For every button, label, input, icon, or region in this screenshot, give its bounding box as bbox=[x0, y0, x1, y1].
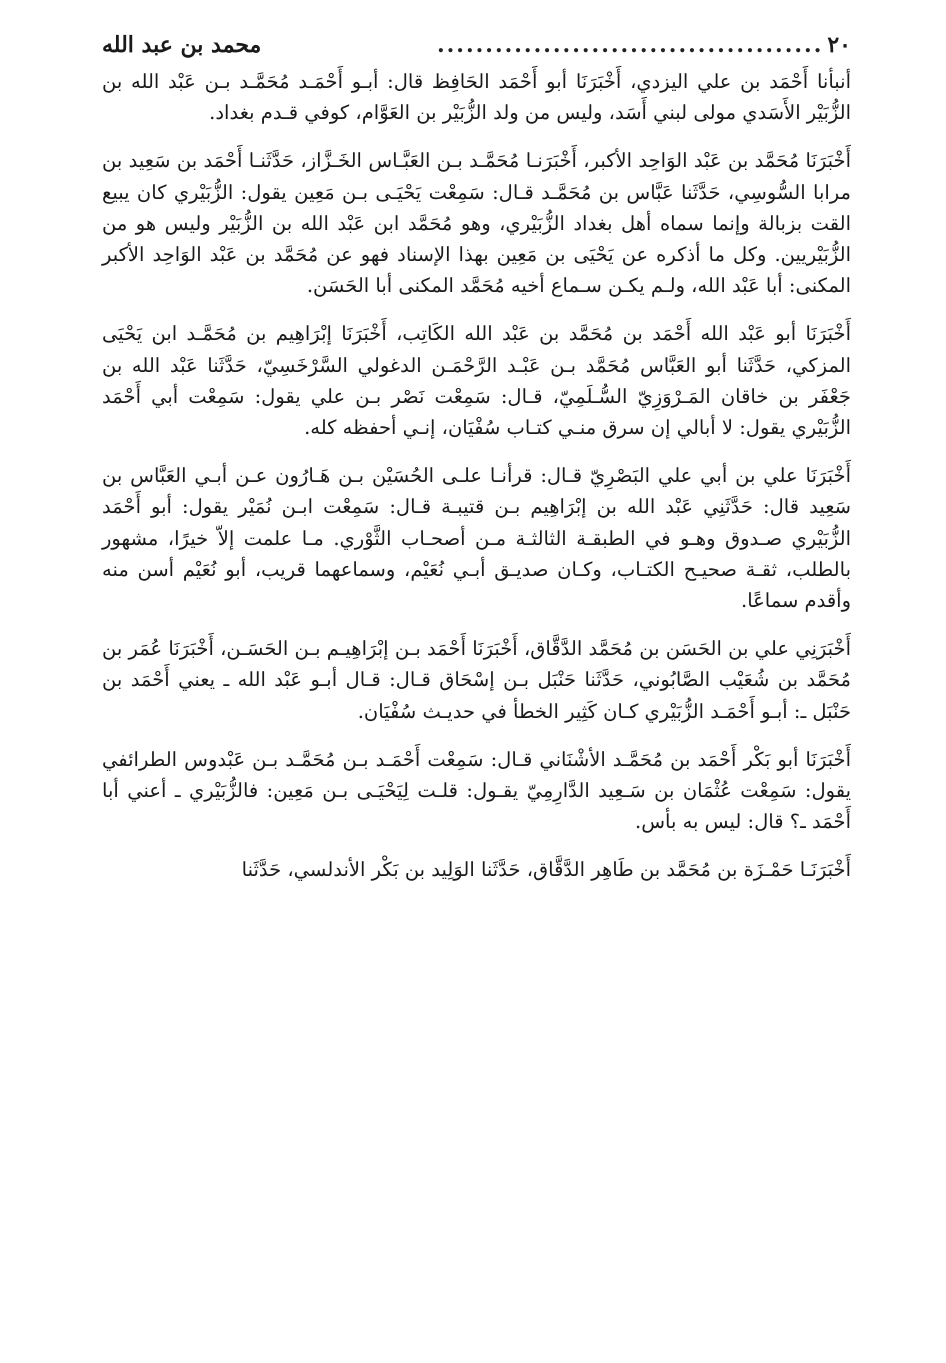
paragraph-5: أَخْبَرَنِي علي بن الحَسَن بن مُحَمَّد الدَّقَّاق، أَخْبَرَنَا أَحْمَد بـن إبْرَاهِيـم بـن الحَسَـن، أَخْبَرَنَا عُمَر بن مُحَمَّد بن شُعَيْب الصَّابُوني، حَدَّثَنا حَنْبَل بـن إسْحَاق قـال: قـال أبـو عَبْد الله ـ يعني أَحْمَد بن حَنْبَل ـ: أبـو أَحْمَـد الزُّبَيْري كـان كَثِير الخطأ في حديـث سُفْيَان. bbox=[102, 637, 851, 723]
paragraph-3: أَخْبَرَنَا أبو عَبْد الله أَحْمَد بن مُحَمَّد بن عَبْد الله الكَاتِب، أَخْبَرَنَا إبْرَاهِيم بن مُحَمَّـد ابن يَحْيَى المزكي، حَدَّثَنا أبو العَبَّاس مُحَمَّد بـن عَبْـد الرَّحْمَـن الدغولي السَّرْخَسِيّ، حَدَّثَنا عَبْد الله بن جَعْفَر بن خاقان المَـرْوَزِيّ السُّـلَمِيّ، قـال: سَمِعْت نَصْر بـن علي يقول: سَمِعْت أبي أَحْمَد الزُّبَيْري يقول: لا أبالي إن سرق منـي كتـاب سُفْيَان، إنـي أحفظه كله. bbox=[102, 322, 851, 440]
page-body bbox=[102, 66, 851, 886]
paragraph-2: أَخْبَرَنَا مُحَمَّد بن عَبْد الوَاحِد الأكبر، أَخْبَرَنـا مُحَمَّـد بـن العَبَّـاس الخَـزَّاز، حَدَّثَنـا أَحْمَد بن سَعِيد بن مرابا السُّوسِي، حَدَّثَنا عَبَّاس بن مُحَمَّـد قـال: سَمِعْت يَحْيَـى بـن مَعِين يقول: الزُّبَيْري كان يبيع القت بزبالة وإنما سماه أهل بغداد الزُّبَيْري، وهو مُحَمَّد ابن عَبْد الله بن الزُّبَيْر وليس هو من الزُّبَيْريين. وكل ما أذكره عن يَحْيَى بن مَعِين بهذا الإسناد فهو عن مُحَمَّد بن عَبْد الوَاحِد الأكبر المكنى: أبا عَبْد الله، ولـم يكـن سـماع أخيه مُحَمَّد المكنى أبا الحَسَن. bbox=[102, 149, 851, 298]
page-number: ٢٠ bbox=[827, 32, 851, 58]
running-title: محمد بن عبد الله bbox=[102, 32, 262, 58]
paragraph-7: أَخْبَرَنَـا حَمْـزَة بن مُحَمَّد بن طَاهِر الدَّقَّاق، حَدَّثَنا الوَلِيد بن بَكْر الأندلسي، حَدَّثَنا bbox=[241, 858, 851, 882]
paragraph-4: أَخْبَرَنَا علي بن أبي علي البَصْرِيّ قـال: قرأنـا علـى الحُسَيْن بـن هَـارُون عـن أبـي العَبَّاس بن سَعِيد قال: حَدَّثَنِي عَبْد الله بن إبْرَاهِيم بـن قتيبـة قـال: سَمِعْت ابـن نُمَيْر يقول: أبو أَحْمَد الزُّبَيْري صـدوق وهـو في الطبقـة الثالثـة مـن أصحـاب الثَّوْري. مـا علمت إلاّ خيرًا، مشهور بالطلب، ثقـة صحيـح الكتـاب، وكـان صديـق أبـي نُعَيْم، وسماعهما قريب، أبو نُعَيْم أسن منه وأقدم سماعًا. bbox=[102, 464, 851, 613]
paragraph-6: أَخْبَرَنَا أبو بَكْر أَحْمَد بن مُحَمَّـد الأشْنَاني قـال: سَمِعْت أَحْمَـد بـن مُحَمَّـد بـن عَبْدوس الطرائفي يقول: سَمِعْت عُثْمَان بن سَـعِيد الدَّارِمِيّ يقـول: قلـت لِيَحْيَـى بـن مَعِين: فالزُّبَيْري ـ أعني أبا أَحْمَد ـ؟ قال: ليس به بأس. bbox=[102, 747, 851, 834]
paragraph-1: أنبأنا أَحْمَد بن علي اليزدي، أَخْبَرَنَا أبو أَحْمَد الحَافِظ قال: أبـو أَحْمَـد مُحَمَّـد بـن عَبْد الله بن الزُّبَيْر الأَسَدي مولى لبني أَسَد، وليس من ولد الزُّبَيْر بن العَوَّام، كوفي قـدم بغداد. bbox=[102, 70, 851, 125]
dotted-leader: ........................................ bbox=[436, 32, 824, 58]
page-header bbox=[102, 30, 851, 60]
